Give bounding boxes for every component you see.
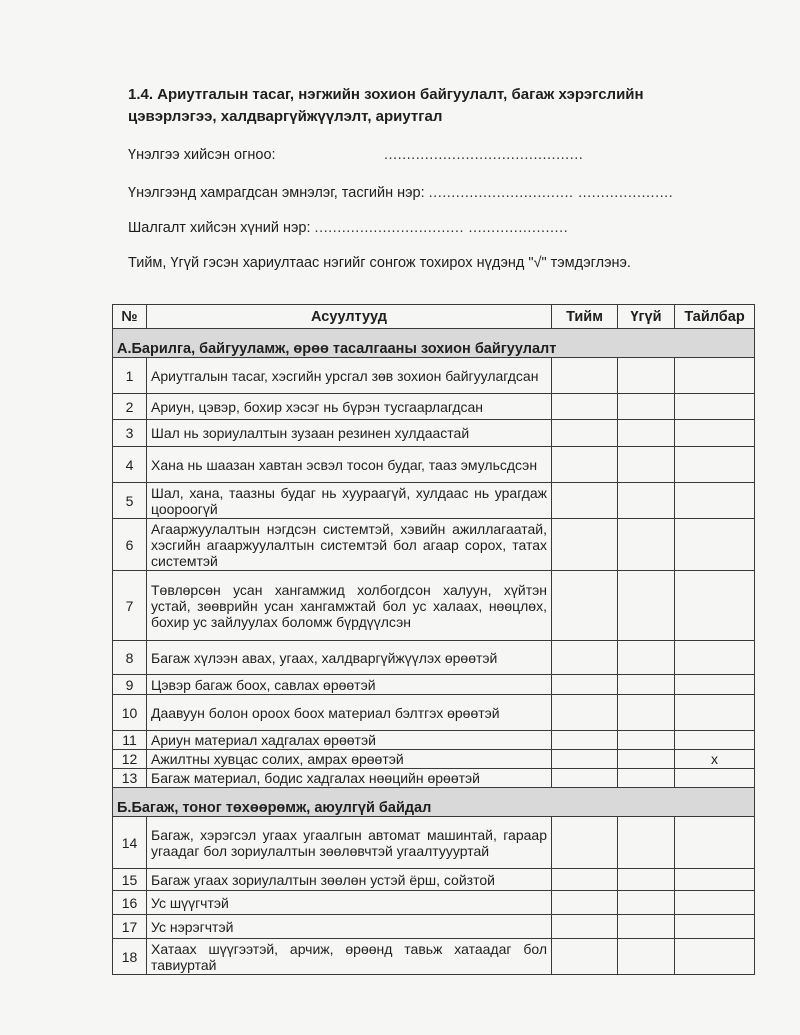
yes-cell[interactable] bbox=[552, 750, 618, 769]
table-row bbox=[113, 750, 755, 769]
yes-cell[interactable] bbox=[552, 769, 618, 788]
table-row bbox=[113, 394, 755, 420]
row-question: Багаж, хэрэгсэл угаах угаалгын автомат машинтай, гараар угаадаг бол зориулалтын зөөлөвчтэй угаалтуууртай bbox=[147, 817, 552, 869]
hospital-name-blank[interactable]: ................................ ..................... bbox=[428, 185, 674, 201]
header-remark: Тайлбар bbox=[675, 305, 755, 329]
no-cell[interactable] bbox=[618, 394, 675, 420]
row-number: 13 bbox=[113, 769, 147, 788]
row-number: 17 bbox=[113, 915, 147, 939]
row-question: Цэвэр багаж боох, савлах өрөөтэй bbox=[147, 675, 552, 695]
row-number: 11 bbox=[113, 731, 147, 750]
row-question: Багаж угаах зориулалтын зөөлөн устэй ёрш, сойзтой bbox=[147, 869, 552, 891]
yes-cell[interactable] bbox=[552, 869, 618, 891]
table-row bbox=[113, 519, 755, 571]
row-number: 16 bbox=[113, 891, 147, 915]
row-number: 9 bbox=[113, 675, 147, 695]
row-question: Шал нь зориулалтын зузаан резинен хулдаастай bbox=[147, 420, 552, 447]
row-question: Хатаах шүүгээтэй, арчиж, өрөөнд тавьж хатаадаг бол тавиуртай bbox=[147, 939, 552, 975]
no-cell[interactable] bbox=[618, 675, 675, 695]
row-number: 1 bbox=[113, 358, 147, 394]
table-row bbox=[113, 358, 755, 394]
yes-cell[interactable] bbox=[552, 358, 618, 394]
row-number: 12 bbox=[113, 750, 147, 769]
remark-cell[interactable] bbox=[675, 394, 755, 420]
no-cell[interactable] bbox=[618, 817, 675, 869]
table-row bbox=[113, 675, 755, 695]
checklist-table bbox=[112, 304, 755, 975]
remark-cell[interactable] bbox=[675, 769, 755, 788]
remark-cell[interactable] bbox=[675, 869, 755, 891]
header-questions: Асуултууд bbox=[147, 305, 552, 329]
remark-cell[interactable]: x bbox=[675, 750, 755, 769]
table-row bbox=[113, 420, 755, 447]
header-no: Үгүй bbox=[618, 305, 675, 329]
table-row bbox=[113, 915, 755, 939]
remark-cell[interactable] bbox=[675, 939, 755, 975]
no-cell[interactable] bbox=[618, 641, 675, 675]
hospital-name-label: Үнэлгээнд хамрагдсан эмнэлэг, тасгийн нэр: bbox=[128, 185, 425, 201]
section-a-heading: А.Барилга, байгууламж, өрөө тасалгааны зохион байгуулалт bbox=[113, 329, 755, 358]
table-row bbox=[113, 483, 755, 519]
row-number: 2 bbox=[113, 394, 147, 420]
header-number: № bbox=[113, 305, 147, 329]
section-title: 1.4. Ариутгалын тасаг, нэгжийн зохион байгуулалт, багаж хэрэгслийн цэвэрлэгээ, халдваргүйжүүлэлт, ариутгал bbox=[128, 86, 644, 125]
table-header-row bbox=[113, 305, 755, 329]
row-question: Ариутгалын тасаг, хэсгийн урсгал зөв зохион байгуулагдсан bbox=[147, 358, 552, 394]
table-row bbox=[113, 769, 755, 788]
yes-cell[interactable] bbox=[552, 915, 618, 939]
no-cell[interactable] bbox=[618, 939, 675, 975]
yes-cell[interactable] bbox=[552, 519, 618, 571]
yes-cell[interactable] bbox=[552, 571, 618, 641]
no-cell[interactable] bbox=[618, 420, 675, 447]
no-cell[interactable] bbox=[618, 447, 675, 483]
yes-cell[interactable] bbox=[552, 695, 618, 731]
row-number: 5 bbox=[113, 483, 147, 519]
remark-cell[interactable] bbox=[675, 731, 755, 750]
row-number: 14 bbox=[113, 817, 147, 869]
row-number: 18 bbox=[113, 939, 147, 975]
header-yes: Тийм bbox=[552, 305, 618, 329]
row-question: Шал, хана, таазны будаг нь хуураагүй, хулдаас нь урагдаж цоороогүй bbox=[147, 483, 552, 519]
section-b-heading-row bbox=[113, 788, 755, 817]
row-question: Ус нэрэгчтэй bbox=[147, 915, 552, 939]
table-row bbox=[113, 731, 755, 750]
no-cell[interactable] bbox=[618, 731, 675, 750]
hospital-name-field bbox=[128, 184, 673, 202]
row-number: 15 bbox=[113, 869, 147, 891]
no-cell[interactable] bbox=[618, 483, 675, 519]
yes-cell[interactable] bbox=[552, 891, 618, 915]
row-question: Багаж хүлээн авах, угаах, халдваргүйжүүлэх өрөөтэй bbox=[147, 641, 552, 675]
remark-cell[interactable] bbox=[675, 817, 755, 869]
yes-cell[interactable] bbox=[552, 939, 618, 975]
table-row bbox=[113, 869, 755, 891]
no-cell[interactable] bbox=[618, 915, 675, 939]
remark-cell[interactable] bbox=[675, 519, 755, 571]
remark-cell[interactable] bbox=[675, 891, 755, 915]
table-row bbox=[113, 939, 755, 975]
row-question: Ариун материал хадгалах өрөөтэй bbox=[147, 731, 552, 750]
remark-cell[interactable] bbox=[675, 675, 755, 695]
remark-cell[interactable] bbox=[675, 571, 755, 641]
remark-cell[interactable] bbox=[675, 695, 755, 731]
no-cell[interactable] bbox=[618, 519, 675, 571]
no-cell[interactable] bbox=[618, 869, 675, 891]
no-cell[interactable] bbox=[618, 358, 675, 394]
remark-cell[interactable] bbox=[675, 641, 755, 675]
row-number: 10 bbox=[113, 695, 147, 731]
no-cell[interactable] bbox=[618, 769, 675, 788]
row-question: Хана нь шаазан хавтан эсвэл тосон будаг, тааз эмульсдсэн bbox=[147, 447, 552, 483]
row-number: 4 bbox=[113, 447, 147, 483]
assessment-date-field bbox=[128, 146, 584, 164]
section-b-heading: Б.Багаж, тоног төхөөрөмж, аюулгүй байдал bbox=[113, 788, 755, 817]
table-row bbox=[113, 891, 755, 915]
yes-cell[interactable] bbox=[552, 641, 618, 675]
yes-cell[interactable] bbox=[552, 483, 618, 519]
no-cell[interactable] bbox=[618, 891, 675, 915]
inspector-name-blank[interactable]: ................................. ...................... bbox=[314, 220, 569, 236]
remark-cell[interactable] bbox=[675, 483, 755, 519]
row-number: 6 bbox=[113, 519, 147, 571]
no-cell[interactable] bbox=[618, 750, 675, 769]
yes-cell[interactable] bbox=[552, 420, 618, 447]
yes-cell[interactable] bbox=[552, 447, 618, 483]
row-question: Ажилтны хувцас солих, амрах өрөөтэй bbox=[147, 750, 552, 769]
row-question: Багаж материал, бодис хадгалах нөөцийн өрөөтэй bbox=[147, 769, 552, 788]
inspector-name-field bbox=[128, 219, 568, 237]
row-question: Даавуун болон ороох боох материал бэлтгэх өрөөтэй bbox=[147, 695, 552, 731]
row-question: Төвлөрсөн усан хангамжид холбогдсон халуун, хүйтэн устай, зөөврийн усан хангамжтай бол ус халаах, нөөцлөх, бохир ус зайлуулах боломж бүрдүүлсэн bbox=[147, 571, 552, 641]
yes-cell[interactable] bbox=[552, 675, 618, 695]
remark-cell[interactable] bbox=[675, 915, 755, 939]
remark-cell[interactable] bbox=[675, 420, 755, 447]
table-row bbox=[113, 817, 755, 869]
no-cell[interactable] bbox=[618, 571, 675, 641]
table-row bbox=[113, 447, 755, 483]
assessment-date-blank[interactable]: ............................................ bbox=[384, 147, 584, 163]
yes-cell[interactable] bbox=[552, 394, 618, 420]
row-question: Ус шүүгчтэй bbox=[147, 891, 552, 915]
row-question: Ариун, цэвэр, бохир хэсэг нь бүрэн тусгаарлагдсан bbox=[147, 394, 552, 420]
section-a-heading-row bbox=[113, 329, 755, 358]
table-row bbox=[113, 571, 755, 641]
instruction-text: Тийм, Үгүй гэсэн хариултаас нэгийг сонгож тохирох нүдэнд "√" тэмдэглэнэ. bbox=[128, 255, 631, 271]
yes-cell[interactable] bbox=[552, 731, 618, 750]
table-row bbox=[113, 641, 755, 675]
row-number: 3 bbox=[113, 420, 147, 447]
row-question: Агааржуулалтын нэгдсэн системтэй, хэвийн ажиллагаатай, хэсгийн агааржуулалтын системтэй бол агаар сорох, татах системтэй bbox=[147, 519, 552, 571]
yes-cell[interactable] bbox=[552, 817, 618, 869]
no-cell[interactable] bbox=[618, 695, 675, 731]
remark-cell[interactable] bbox=[675, 447, 755, 483]
row-number: 8 bbox=[113, 641, 147, 675]
table-row bbox=[113, 695, 755, 731]
assessment-date-label: Үнэлгээ хийсэн огноо: bbox=[128, 147, 276, 163]
inspector-name-label: Шалгалт хийсэн хүний нэр: bbox=[128, 220, 311, 236]
row-number: 7 bbox=[113, 571, 147, 641]
remark-cell[interactable] bbox=[675, 358, 755, 394]
